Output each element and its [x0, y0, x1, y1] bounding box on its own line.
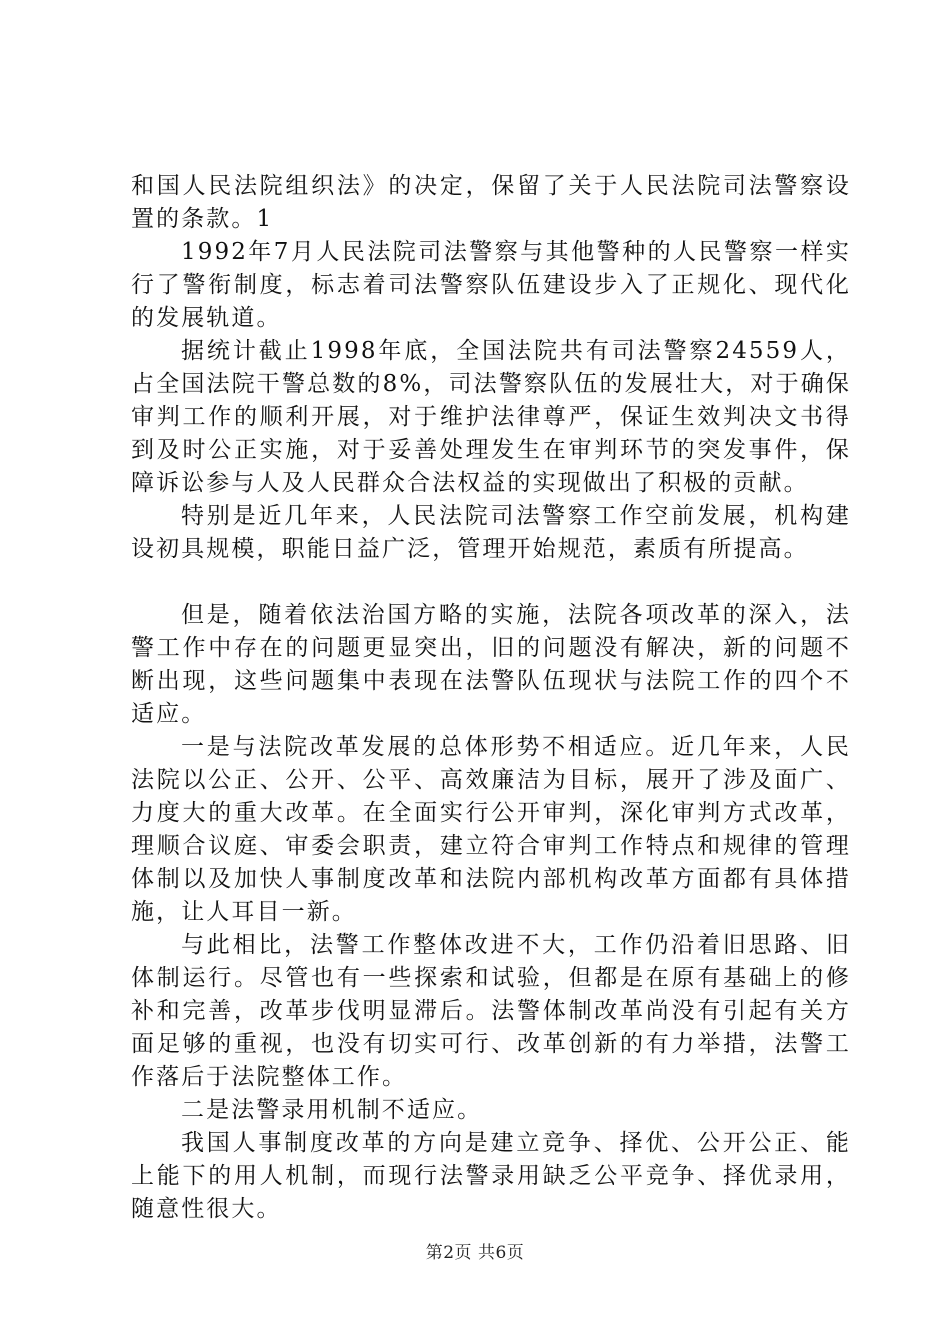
paragraph-personnel-reform: 我国人事制度改革的方向是建立竞争、择优、公开公正、能上能下的用人机制，而现行法警录用缺乏公平竞争、择优录用，随意性很大。: [131, 1130, 851, 1222]
paragraph-recent-years: 特别是近几年来，人民法院司法警察工作空前发展，机构建设初具规模，职能日益广泛，管理开始规范，素质有所提高。: [131, 503, 851, 562]
paragraph-statistics: 据统计截止1998年底，全国法院共有司法警察24559人，占全国法院干警总数的8%，司法警察队伍的发展壮大，对于确保审判工作的顺利开展，对于维护法律尊严，保证生效判决文书得到及时公正实施，对于妥善处理发生在审判环节的突发事件，保障诉讼参与人及人民群众合法权益的实现做出了积极的贡献。: [131, 338, 851, 496]
paragraph-gap: [131, 566, 851, 599]
paragraph-comparison: 与此相比，法警工作整体改进不大，工作仍沿着旧思路、旧体制运行。尽管也有一些探索和试验，但都是在原有基础上的修补和完善，改革步伐明显滞后。法警体制改革尚没有引起有关方面足够的重视，也没有切实可行、改革创新的有力举措，法警工作落后于法院整体工作。: [131, 932, 851, 1090]
paragraph-police-rank: 1992年7月人民法院司法警察与其他警种的人民警察一样实行了警衔制度，标志着司法警察队伍建设步入了正规化、现代化的发展轨道。: [131, 239, 851, 331]
paragraph-however: 但是，随着依法治国方略的实施，法院各项改革的深入，法警工作中存在的问题更显突出，旧的问题没有解决，新的问题不断出现，这些问题集中表现在法警队伍现状与法院工作的四个不适应。: [131, 602, 851, 727]
paragraph-continuation: 和国人民法院组织法》的决定，保留了关于人民法院司法警察设置的条款。1: [131, 173, 851, 232]
paragraph-point-two-heading: 二是法警录用机制不适应。: [181, 1097, 483, 1123]
page-footer: 第2页 共6页: [425, 1243, 525, 1263]
paragraph-point-one: 一是与法院改革发展的总体形势不相适应。近几年来，人民法院以公正、公开、公平、高效廉洁为目标，展开了涉及面广、力度大的重大改革。在全面实行公开审判，深化审判方式改革，理顺合议庭、审委会职责，建立符合审判工作特点和规律的管理体制以及加快人事制度改革和法院内部机构改革方面都有具体措施，让人耳目一新。: [131, 734, 851, 925]
document-body: [131, 170, 851, 1226]
